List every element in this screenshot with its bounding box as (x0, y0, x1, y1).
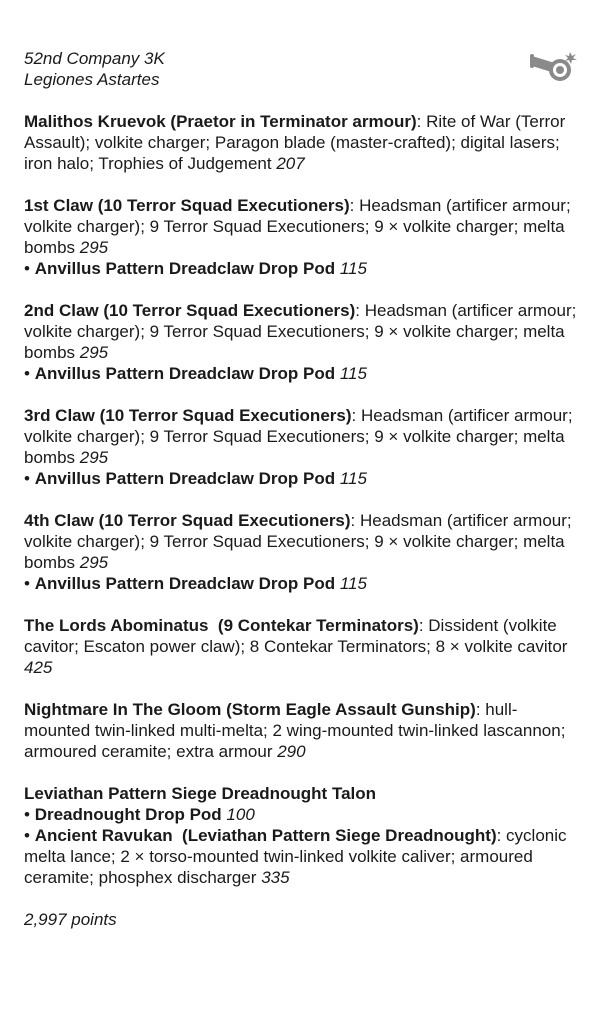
dreadnought-line (24, 825, 580, 888)
transport-points: 115 (339, 259, 367, 278)
roster-header (24, 48, 580, 90)
unit-wargear: : Headsman (artificer armour; volkite charger); 9 Terror Squad Executioners; 9 × volkite charger; melta bombs (24, 406, 573, 467)
unit-name: 4th Claw (10 Terror Squad Executioners) (24, 511, 351, 530)
transport-line (24, 573, 580, 594)
transport-name: Anvillus Pattern Dreadclaw Drop Pod (34, 574, 336, 593)
roster-entry-talon (24, 783, 580, 888)
unit-points: 295 (79, 343, 109, 362)
transport-points: 115 (339, 574, 367, 593)
roster-document (24, 48, 580, 930)
bullet: • (24, 469, 35, 488)
unit-wargear: : Headsman (artificer armour; volkite charger); 9 Terror Squad Executioners; 9 × volkite charger; melta bombs (24, 301, 577, 362)
bullet: • (24, 826, 35, 845)
bullet: • (24, 574, 35, 593)
transport-name: Anvillus Pattern Dreadclaw Drop Pod (34, 469, 336, 488)
transport-points: 115 (339, 364, 367, 383)
unit-points: 295 (79, 448, 109, 467)
roster-entry-claw3 (24, 405, 580, 489)
roster-entry-praetor (24, 111, 580, 174)
transport-line (24, 258, 580, 279)
unit-wargear: : Headsman (artificer armour; volkite charger); 9 Terror Squad Executioners; 9 × volkite charger; melta bombs (24, 511, 572, 572)
transport-line (24, 363, 580, 384)
dreadnought-wargear: : cyclonic melta lance; 2 × torso-mounted twin-linked volkite caliver; armoured ceramite; phosphex discharger (24, 826, 567, 887)
unit-name: Malithos Kruevok (Praetor in Terminator armour) (24, 112, 417, 131)
bullet: • (24, 259, 35, 278)
unit-points: 425 (24, 658, 53, 677)
unit-name: The Lords Abominatus (9 Contekar Terminators) (24, 616, 419, 635)
roster-entry-claw2 (24, 300, 580, 384)
unit-name: 3rd Claw (10 Terror Squad Executioners) (24, 406, 352, 425)
roster-title: 52nd Company 3K (24, 49, 165, 68)
unit-wargear: : Dissident (volkite cavitor; Escaton power claw); 8 Contekar Terminators; 8 × volkite cavitor (24, 616, 568, 656)
unit-name: Leviathan Pattern Siege Dreadnought Talon (24, 784, 377, 803)
bullet: • (24, 364, 35, 383)
roster-faction: Legiones Astartes (24, 70, 160, 89)
transport-points: 100 (226, 805, 255, 824)
roster-entry-claw1 (24, 195, 580, 279)
unit-points: 290 (277, 742, 306, 761)
transport-line (24, 468, 580, 489)
unit-name: Nightmare In The Gloom (Storm Eagle Assault Gunship) (24, 700, 476, 719)
roster-entry-claw4 (24, 510, 580, 594)
roster-entry-gunship (24, 699, 580, 762)
transport-line (24, 804, 580, 825)
bullet: • (24, 805, 35, 824)
unit-points: 295 (79, 553, 109, 572)
unit-points: 295 (79, 238, 109, 257)
unit-points: 207 (276, 154, 305, 173)
roster-entry-abominatus (24, 615, 580, 678)
dreadnought-name: Ancient Ravukan (Leviathan Pattern Siege Dreadnought) (34, 826, 497, 845)
transport-name: Dreadnought Drop Pod (34, 805, 222, 824)
roster-total-points: 2,997 points (24, 910, 117, 929)
dreadnought-points: 335 (261, 868, 290, 887)
transport-points: 115 (339, 469, 367, 488)
unit-wargear: : Rite of War (Terror Assault); volkite charger; Paragon blade (master-crafted); digital lasers; iron halo; Trophies of Judgement (24, 112, 566, 173)
unit-wargear: : hull-mounted twin-linked multi-melta; 2 wing-mounted twin-linked lascannon; armoured ceramite; extra armour (24, 700, 566, 761)
unit-name: 1st Claw (10 Terror Squad Executioners) (24, 196, 350, 215)
transport-name: Anvillus Pattern Dreadclaw Drop Pod (34, 259, 336, 278)
transport-name: Anvillus Pattern Dreadclaw Drop Pod (34, 364, 336, 383)
unit-wargear: : Headsman (artificer armour; volkite charger); 9 Terror Squad Executioners; 9 × volkite charger; melta bombs (24, 196, 571, 257)
unit-name: 2nd Claw (10 Terror Squad Executioners) (24, 301, 356, 320)
